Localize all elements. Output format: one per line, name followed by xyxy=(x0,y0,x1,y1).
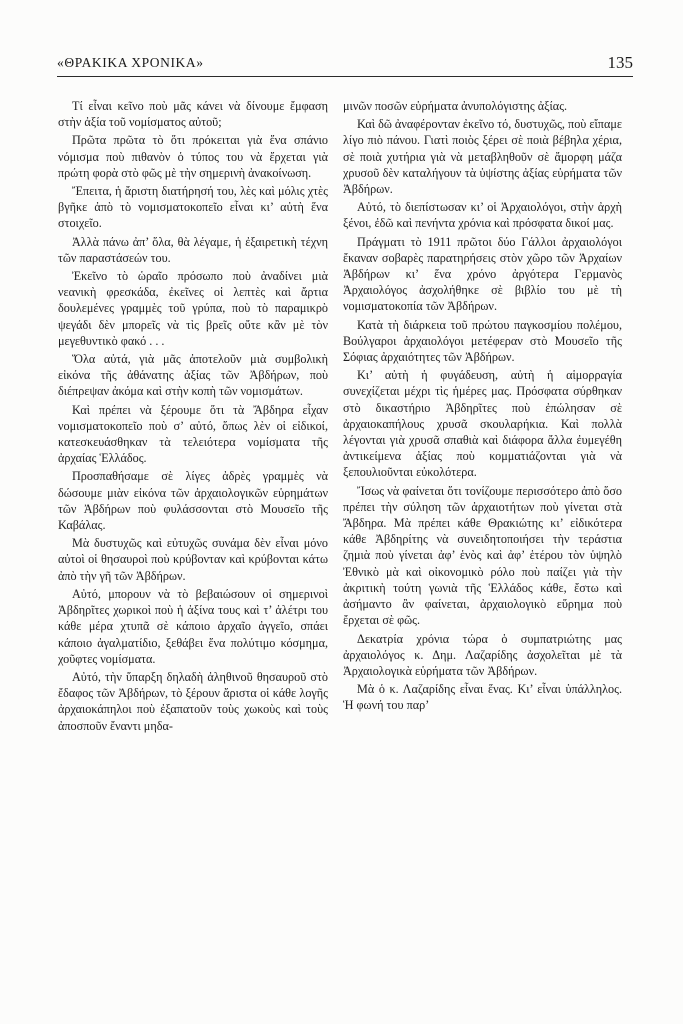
paragraph: Μὰ ὁ κ. Λαζαρίδης εἶναι ἕνας. Κι’ εἶναι ὑπάλληλος. Ἡ φωνή του παρ’ xyxy=(343,682,622,713)
paragraph: Καὶ πρέπει νὰ ξέρουμε ὅτι τὰ Ἄβδηρα εἶχαν νομισματοκοπεῖο ποὺ σ’ αὐτό, ὅπως λὲν οἱ εἰδικοί, κατεσκευάσθηκαν τὰ τελειότερα νομίσματα τῆς ἀρχαίας Ἑλλάδος. xyxy=(58,402,328,466)
left-column xyxy=(58,98,328,978)
paragraph: Κι’ αὐτὴ ἡ φυγάδευση, αὐτὴ ἡ αἱμορραγία συνεχίζεται μέχρι τὶς ἡμέρες μας. Πρόσφατα σύρθηκαν στὸ δικαστήριο Ἀβδηρῖτες ποὺ ἐπώλησαν σὲ ἀρχαιοκαπήλους χρυσᾶ σκουλαρήκια. Καὶ πολλὰ λέγονται γιὰ χρυσᾶ σπαθιὰ καὶ διάφορα ἄλλα ἐυμεγέθη ἀντικείμενα ἀξίας ποὺ κομματιάζονται γιὰ νὰ ξεπουλιοῦνται εὐκολότερα. xyxy=(343,368,622,480)
right-column xyxy=(343,98,622,978)
paragraph: Καὶ δῶ ἀναφέρονταν ἐκεῖνο τό, δυστυχῶς, ποὺ εἴπαμε λίγο πιὸ πάνου. Γιατὶ ποιὸς ξέρει σὲ ποιὰ βέβηλα χέρια, σὲ ποιὰ χυτήρια γιὰ νὰ μεταβληθοῦν σὲ ἄμορφη μάζα χρυσοῦ δὲν καταλήγουν τὰ ὑψίστης ἀξίας εὑρήματα τῶν Ἀβδήρων. xyxy=(343,117,622,197)
paragraph: Αὐτό, μπορουν νὰ τὸ βεβαιώσουν οἱ σημερινοὶ Ἀβδηρῖτες χωρικοὶ ποὺ ἡ ἀξίνα τους καὶ τ’ ἀλέτρι του κάθε μέρα χτυπᾶ σὲ κάποιο ἀρχαῖο ἀγγεῖο, σπάει κάποιο ἀγαλματίδιο, ξεθάβει ἕνα πολύτιμο κόσμημα, χοῦφτες νομίσματα. xyxy=(58,586,328,666)
paragraph: Αὐτό, τὸ διεπίστωσαν κι’ οἱ Ἀρχαιολόγοι, στὴν ἀρχὴ ξένοι, ἐδῶ καὶ πενήντα χρόνια καὶ πρόσφατα δικοί μας. xyxy=(343,200,622,231)
paragraph: Μὰ δυστυχῶς καὶ εὐτυχῶς συνάμα δὲν εἶναι μόνο αὐτοὶ οἱ θησαυροὶ ποὺ κρύβονταν καὶ κρύβονται κάτω ἀπὸ τὴν γῆ τῶν Ἀβδήρων. xyxy=(58,536,328,583)
paragraph: Τί εἶναι κεῖνο ποὺ μᾶς κάνει νὰ δίνουμε ἔμφαση στὴν ἀξία τοῦ νομίσματος αὐτοῦ; xyxy=(58,99,328,130)
paragraph: Ἔπειτα, ἡ ἄριστη διατήρησή του, λὲς καὶ μόλις χτὲς βγῆκε ἀπὸ τὸ νομισματοκοπεῖο εἶναι κι’ αὐτὴ ἕνα στοιχεῖο. xyxy=(58,184,328,231)
paragraph: Δεκατρία χρόνια τώρα ὁ συμπατριώτης μας ἀρχαιολόγος κ. Δημ. Λαζαρίδης ἀσχολεῖται μὲ τὰ Ἀρχαιολογικὰ εὑρήματα τῶν Ἀβδήρων. xyxy=(343,631,622,678)
paragraph: Ἐκεῖνο τὸ ὡραῖο πρόσωπο ποὺ ἀναδίνει μιὰ νεανικὴ φρεσκάδα, ἐκεῖνες οἱ λεπτὲς καὶ ἄρτια δουλεμένες γραμμὲς τοῦ γρύπα, ποὺ τὸ παραμικρὸ ψεγάδι δὲν μπορεῖς νὰ τὶς βρεῖς οὔτε κἂν μὲ τὸν μεγεθυντικὸ φακό . . . xyxy=(58,269,328,348)
paragraph: Πράγματι τὸ 1911 πρῶτοι δύο Γάλλοι ἀρχαιολόγοι ἔκαναν σοβαρὲς παρατηρήσεις στὸν χῶρο τῶν Ἀρχαίων Ἀβδήρων κι’ ἕνα χρόνο ἀργότερα Γερμανὸς Ἀρχαιολόγος ἀσχολήθηκε σὲ βιβλίο του μὲ τὴ νομισματοκοπία τῶν Ἀβδήρων. xyxy=(343,234,622,314)
paragraph: Προσπαθήσαμε σὲ λίγες ἀδρὲς γραμμὲς νὰ δώσουμε μιὰν εἰκόνα τῶν ἀρχαιολογικῶν εὑρημάτων τῶν Ἀβδήρων ποὺ φυλάσσονται στὸ Μουσεῖο τῆς Καβάλας. xyxy=(58,469,328,533)
running-header xyxy=(57,50,633,77)
paragraph-continued: μινῶν ποσῶν εὑρήματα ἀνυπολόγιστης ἀξίας. xyxy=(343,99,568,113)
paragraph: Ἴσως νὰ φαίνεται ὅτι τονίζουμε περισσότερο ἀπὸ ὅσο πρέπει τὴν σύληση τῶν ἀρχαιοτήτων ποὺ γίνεται στὰ Ἄβδηρα. Μὰ πρέπει κάθε Θρακιώτης κι’ εἰδικότερα κάθε Ἀβδηρίτης νὰ συνειδητοποιήσει τὴν τεράστια ζημιὰ ποὺ γίνεται ἀφ’ ἑνὸς καὶ ἀφ’ ἑτέρου τὸν ὑψηλὸ Ἐθνικὸ μὰ καὶ οἰκονομικὸ ρόλο ποὺ παίζει γιὰ τὴν ἀκριτικὴ τούτη γωνιὰ τῆς Ἑλλάδος κάθε, ἔστω καὶ ἀσήμαντο ἂν φαίνεται, ἀρχαιολογικὸ εὕρημα ποὺ ἔρχεται σὲ φῶς. xyxy=(343,483,622,628)
page-number: 135 xyxy=(607,53,633,72)
journal-title: «ΘΡΑΚΙΚΑ ΧΡΟΝΙΚΑ» xyxy=(57,55,204,70)
paragraph: Πρῶτα πρῶτα τὸ ὅτι πρόκειται γιὰ ἕνα σπάνιο νόμισμα ποὺ πιθανὸν ὁ τύπος του νὰ ἔρχεται γιὰ πρώτη φορὰ στὸ φῶς μὲ τὴν σημερινὴ ἀνακοίνωση. xyxy=(58,133,328,180)
paragraph: Ἀλλὰ πάνω ἀπ’ ὅλα, θὰ λέγαμε, ἡ ἐξαιρετικὴ τέχνη τῶν παραστάσεών του. xyxy=(58,234,328,265)
paragraph: Κατὰ τὴ διάρκεια τοῦ πρώτου παγκοσμίου πολέμου, Βούλγαροι ἀρχαιολόγοι μετέφεραν στὸ Μουσεῖο τῆς Σόφιας ἀρχαιότητες τῶν Ἀβδήρων. xyxy=(343,317,622,365)
paragraph: Ὅλα αὐτά, γιὰ μᾶς ἀποτελοῦν μιὰ συμβολικὴ εἰκόνα τῆς ἀθάνατης ἀξίας τῶν Ἀβδήρων, ποὺ διέπρεψαν ἀκόμα καὶ στὴν κοπὴ τῶν νομισμάτων. xyxy=(58,352,328,399)
paragraph: Αὐτό, τὴν ὕπαρξη δηλαδὴ ἀληθινοῦ θησαυροῦ στὸ ἔδαφος τῶν Ἀβδήρων, τὸ ξέρουν ἄριστα οἱ κάθε λογῆς ἀρχαιοκάπηλοι ποὺ ἐξαπατοῦν τοὺς χωκοὺς καὶ τοὺς ἀποσποῦν ἔναντι μηδα- xyxy=(58,669,328,733)
